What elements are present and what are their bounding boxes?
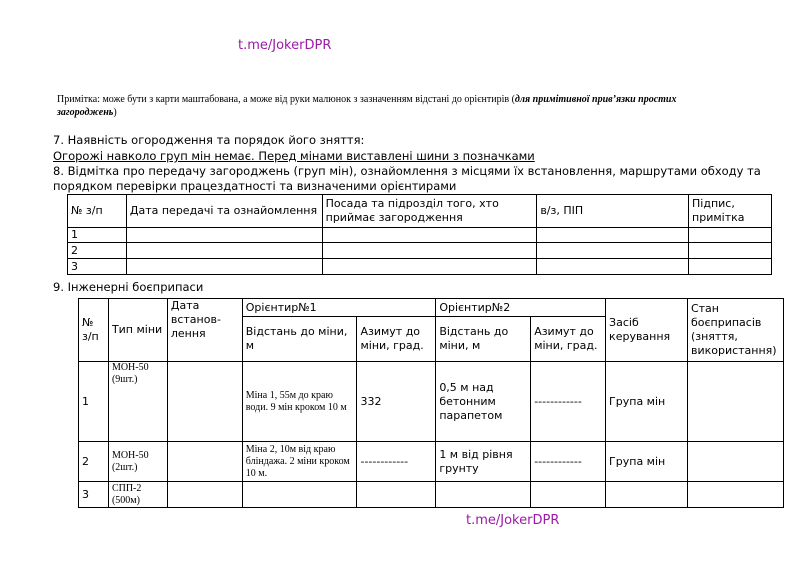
table-cell (322, 243, 537, 259)
table-cell (689, 243, 772, 259)
transfer-row-num: 1 (68, 228, 127, 243)
table-cell (322, 259, 537, 275)
note (57, 93, 717, 119)
munition-status (687, 362, 783, 442)
munition-distance2: 1 м від рівня грунту (436, 442, 531, 482)
table-row (79, 442, 784, 482)
munition-distance1: Міна 2, 10м від краю бліндажа. 2 міни кроком 10 м. (242, 442, 357, 482)
table-cell (537, 243, 689, 259)
transfer-header-signature: Підпис, примітка (689, 195, 772, 228)
munitions-header-type: Тип міни (108, 299, 167, 362)
munition-type: МОН-50 (2шт.) (108, 442, 167, 482)
munition-distance2: 0,5 м над бетонним парапетом (436, 362, 531, 442)
table-cell (537, 228, 689, 243)
munition-control (606, 482, 688, 508)
munitions-header-status: Стан боєприпасів (зняття, використання) (687, 299, 783, 362)
munitions-header-control: Засіб керування (606, 299, 688, 362)
munition-num: 2 (79, 442, 109, 482)
munition-num: 3 (79, 482, 109, 508)
watermark-top: t.me/JokerDPR (238, 38, 332, 53)
table-row (68, 243, 772, 259)
transfer-header-position: Посада та підрозділ того, хто приймає загородження (322, 195, 537, 228)
table-cell (126, 243, 322, 259)
table-row (68, 228, 772, 243)
munition-control: Група мін (606, 442, 688, 482)
munitions-header-landmark1: Орієнтир№1 (242, 299, 436, 317)
note-text: Примітка: може бути з карти маштабована, а може від руки малюнок з зазначенням відстані до орієнтирів ( (57, 94, 515, 105)
table-cell (322, 228, 537, 243)
munition-num: 1 (79, 362, 109, 442)
munitions-header-distance2: Відстань до міни, м (436, 317, 531, 362)
munition-azimuth1: 332 (357, 362, 436, 442)
watermark-bottom: t.me/JokerDPR (466, 513, 560, 528)
munitions-header-distance1: Відстань до міни, м (242, 317, 357, 362)
table-row (68, 259, 772, 275)
munition-type: СПП-2 (500м) (108, 482, 167, 508)
munitions-header-azimuth2: Азимут до міни, град. (531, 317, 606, 362)
munition-azimuth2: ------------ (531, 362, 606, 442)
munitions-header-date: Дата встанов-лення (167, 299, 242, 362)
munition-azimuth1: ------------ (357, 442, 436, 482)
table-row (79, 362, 784, 442)
section8-heading-line2: порядком перевірки працездатності та визначеними орієнтирами (53, 179, 457, 193)
munitions-table (78, 298, 784, 508)
section8-heading-line1: 8. Відмітка про передачу загороджень (груп мін), ознайомлення з місцями їх встановлення, маршрутами обходу та (53, 164, 761, 178)
munition-distance1: Міна 1, 55м до краю води. 9 мін кроком 10 м (242, 362, 357, 442)
transfer-table-header (68, 195, 772, 228)
transfer-row-num: 3 (68, 259, 127, 275)
munitions-header-num: № з/п (79, 299, 109, 362)
munition-distance1 (242, 482, 357, 508)
table-cell (126, 228, 322, 243)
munition-date (167, 442, 242, 482)
note-emphasis: для примітивної прив’язки простих загороджень (57, 94, 677, 118)
table-cell (689, 259, 772, 275)
munitions-header-landmark2: Орієнтир№2 (436, 299, 606, 317)
transfer-header-date: Дата передачі та ознайомлення (126, 195, 322, 228)
section7-answer: Огорожі навколо груп мін немає. Перед мінами виставлені шини з позначками (53, 149, 535, 163)
table-cell (689, 228, 772, 243)
transfer-row-num: 2 (68, 243, 127, 259)
munition-date (167, 362, 242, 442)
munition-control: Група мін (606, 362, 688, 442)
munition-status (687, 482, 783, 508)
note-close: ) (113, 107, 117, 118)
munition-type: МОН-50 (9шт.) (108, 362, 167, 442)
munition-azimuth1 (357, 482, 436, 508)
table-row (79, 482, 784, 508)
munitions-header-row-1 (79, 299, 784, 317)
munition-azimuth2 (531, 482, 606, 508)
transfer-table (67, 194, 772, 275)
transfer-header-num: № з/п (68, 195, 127, 228)
munition-date (167, 482, 242, 508)
munitions-header-azimuth1: Азимут до міни, град. (357, 317, 436, 362)
munition-status (687, 442, 783, 482)
munition-distance2 (436, 482, 531, 508)
section9-heading: 9. Інженерні боєприпаси (53, 280, 204, 294)
transfer-header-rank: в/з, ПІП (537, 195, 689, 228)
table-cell (126, 259, 322, 275)
munition-azimuth2: ------------ (531, 442, 606, 482)
section7-heading: 7. Наявність огородження та порядок його зняття: (53, 133, 365, 147)
table-cell (537, 259, 689, 275)
